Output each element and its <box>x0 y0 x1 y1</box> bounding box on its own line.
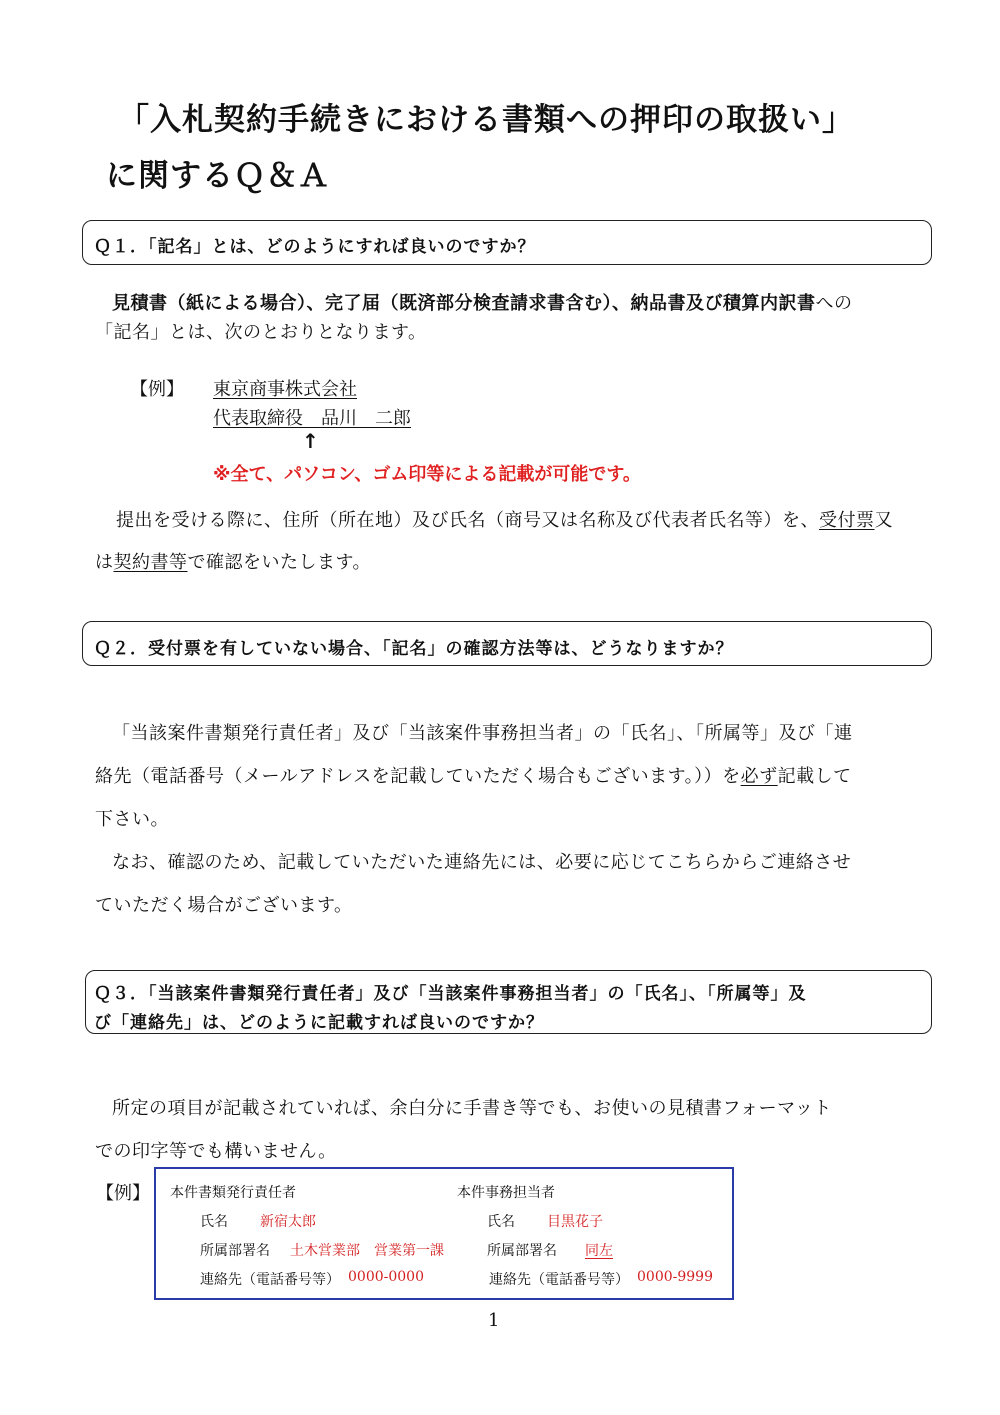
title-line-2: に関するＱ＆Ａ <box>106 158 330 194</box>
q1-question: Ｑ１．「記名」とは、どのようにすれば良いのですか？ <box>94 237 536 257</box>
q1-example-name: 代表取締役 品川 二郎 <box>213 408 411 429</box>
q2-line-4: なお、確認のため、記載していただいた連絡先には、必要に応じてこちらからご連絡させ <box>112 852 852 873</box>
q1-answer-bold: 見積書（紙による場合）、完了届（既済部分検査請求書含む）、納品書及び積算内訳書 <box>112 293 816 314</box>
q1-example-label: 【例】 <box>130 379 184 400</box>
example-left-header: 本件書類発行責任者 <box>170 1185 296 1201</box>
q2-line-2-underlined: 必ず <box>740 766 778 787</box>
q3-example-label: 【例】 <box>96 1183 150 1204</box>
q2-line-5: ていただく場合がございます。 <box>95 895 353 916</box>
q3-line-1: 所定の項目が記載されていれば、余白分に手書き等でも、お使いの見積書フォーマット <box>112 1098 832 1119</box>
example-right-name-label: 氏名 <box>487 1214 515 1230</box>
q2-line-3: 下さい。 <box>95 809 169 830</box>
q2-line-2 <box>95 762 852 788</box>
q1-answer-line-1 <box>112 289 853 315</box>
example-left-name: 新宿太郎 <box>260 1214 316 1230</box>
example-right-dept-label: 所属部署名 <box>487 1243 557 1259</box>
example-right-dept: 同左 <box>585 1243 613 1259</box>
q1-para-line-2 <box>95 548 371 574</box>
q1-para-line-1 <box>116 506 893 532</box>
q1-note: ※全て、パソコン、ゴム印等による記載が可能です。 <box>213 464 641 485</box>
q1-para-a-tail: 又 <box>874 510 893 531</box>
q1-answer-tail: への <box>815 293 853 314</box>
example-left-name-label: 氏名 <box>200 1214 228 1230</box>
q1-para-b-head: は <box>95 552 114 573</box>
example-left-contact-label: 連絡先（電話番号等） <box>200 1272 340 1288</box>
q1-answer-line-2: 「記名」とは、次のとおりとなります。 <box>95 322 427 343</box>
example-right-name: 目黒花子 <box>547 1214 603 1230</box>
example-left-phone: 0000-0000 <box>348 1269 424 1285</box>
example-left-dept: 土木営業部 営業第一課 <box>290 1243 444 1259</box>
q1-para-b-underlined: 契約書等 <box>113 552 188 573</box>
q1-para-a: 提出を受ける際に、住所（所在地）及び氏名（商号又は名称及び代表者氏名等）を、 <box>116 510 819 531</box>
title-line-1: 「入札契約手続きにおける書類への押印の取扱い」 <box>118 102 854 138</box>
page-number: 1 <box>488 1310 500 1331</box>
q2-line-1: 「当該案件書類発行責任者」及び「当該案件事務担当者」の「氏名」、「所属等」及び「連 <box>112 723 853 744</box>
q1-para-a-underlined: 受付票 <box>819 510 875 531</box>
up-arrow-icon: ↑ <box>302 429 319 453</box>
example-right-header: 本件事務担当者 <box>457 1185 555 1201</box>
example-left-dept-label: 所属部署名 <box>200 1243 270 1259</box>
q1-example-company: 東京商事株式会社 <box>213 379 357 400</box>
example-right-phone: 0000-9999 <box>637 1269 713 1285</box>
q2-line-2-head: 絡先（電話番号（メールアドレスを記載していただく場合もございます。））を <box>95 766 741 787</box>
q3-question-line-2: び「連絡先」は、どのように記載すれば良いのですか？ <box>94 1013 544 1033</box>
q2-question: Ｑ２．受付票を有していない場合、「記名」の確認方法等は、どうなりますか？ <box>94 639 734 659</box>
q2-line-2-tail: 記載して <box>777 766 852 787</box>
q3-line-2: での印字等でも構いません。 <box>95 1141 337 1162</box>
example-right-contact-label: 連絡先（電話番号等） <box>489 1272 629 1288</box>
q1-para-b-tail: で確認をいたします。 <box>187 552 372 573</box>
q3-question-line-1: Ｑ３．「当該案件書類発行責任者」及び「当該案件事務担当者」の「氏名」、「所属等」及 <box>94 984 807 1004</box>
